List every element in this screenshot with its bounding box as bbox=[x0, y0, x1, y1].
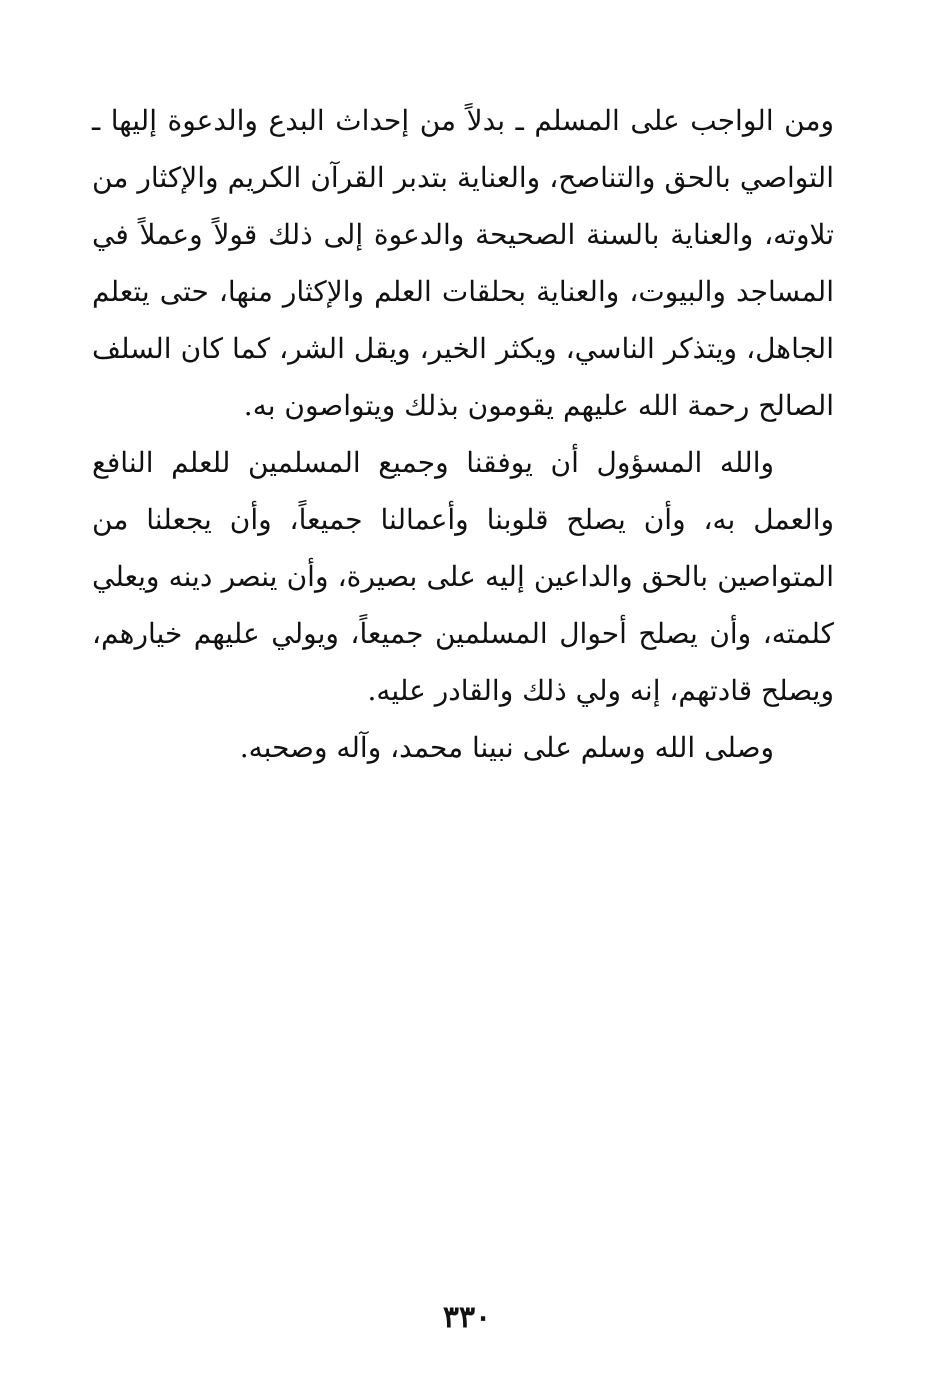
paragraph-3: وصلى الله وسلم على نبينا محمد، وآله وصحبه. bbox=[239, 731, 774, 764]
page-number: ٣٣٠ bbox=[442, 1300, 492, 1335]
paragraph-2: والله المسؤول أن يوفقنا وجميع المسلمين للعلم النافع والعمل به، وأن يصلح قلوبنا وأعمالنا جميعاً، وأن يجعلنا من المتواصين بالحق والداعين إليه على بصيرة، وأن ينصر دينه ويعلي كلمته، وأن يصلح أحوال المسلمين جميعاً، ويولي عليهم خيارهم، ويصلح قادتهم، إنه ولي ذلك والقادر عليه. bbox=[92, 446, 834, 707]
paragraph-1: ومن الواجب على المسلم ـ بدلاً من إحداث البدع والدعوة إليها ـ التواصي بالحق والتناصح، والعناية بتدبر القرآن الكريم والإكثار من تلاوته، والعناية بالسنة الصحيحة والدعوة إلى ذلك قولاً وعملاً في المساجد والبيوت، والعناية بحلقات العلم والإكثار منها، حتى يتعلم الجاهل، ويتذكر الناسي، ويكثر الخير، ويقل الشر، كما كان السلف الصالح رحمة الله عليهم يقومون بذلك ويتواصون به. bbox=[92, 104, 834, 422]
body-text bbox=[92, 92, 834, 776]
